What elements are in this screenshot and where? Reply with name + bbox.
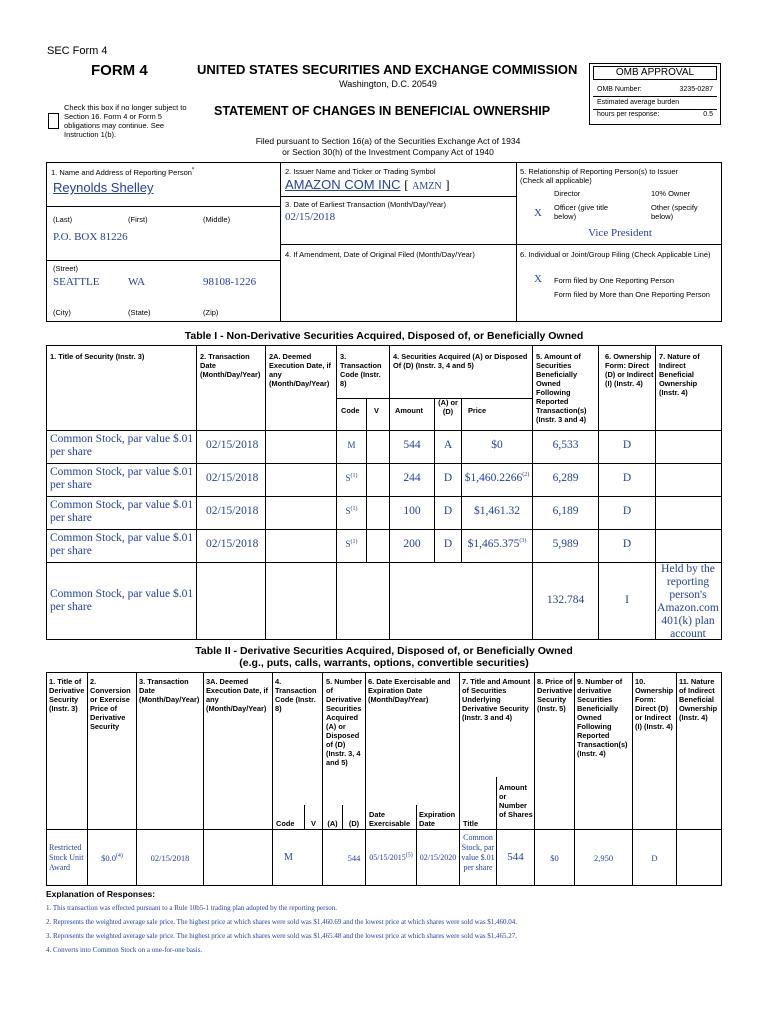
t1-h6: 6. Ownership Form: Direct (D) or Indirect (I) (Instr. 4) [605,352,654,388]
middle-label: (Middle) [203,215,231,224]
t1-price: Price [468,406,487,415]
t1-h1: 1. Title of Security (Instr. 3) [50,352,145,361]
note-1: 1. This transaction was effected pursuant to a Rule 10b5-1 trading plan adopted by the reporting person. [46,904,337,912]
t2-h3a: 3A. Deemed Execution Date, if any (Month/Day/Year) [206,677,269,713]
reporter-city: SEATTLE [53,276,100,288]
t2-title: Title [463,819,479,828]
t2-h1: 1. Title of Derivative Security (Instr. 3) [49,677,85,713]
t2-r-price: $0 [550,853,559,863]
t1-r2-amount: 244 [403,472,421,484]
street-label: (Street) [53,264,79,273]
t1-ad: (A) or (D) [438,398,458,416]
t1-r3-form: D [622,505,632,517]
t2-h10: 10. Ownership Form: Direct (D) or Indirect (I) (Instr. 4) [635,677,674,731]
t2-h9: 9. Number of derivative Securities Beneficially Owned Following Reported Transaction(s) (Instr. 4) [577,677,628,758]
t2-exercisable: Date Exercisable [369,810,411,828]
t1-r2-owned: 6,289 [552,472,579,484]
t2-amount-shares: Amount or Number of Shares [499,783,533,819]
t1-r1-amount: 544 [403,439,421,451]
officer-option: Officer (give title below) [554,203,609,221]
first-label: (First) [128,215,148,224]
commission-title: UNITED STATES SECURITIES AND EXCHANGE COMMISSION [197,62,578,77]
t2-h3: 3. Transaction Date (Month/Day/Year) [139,677,200,704]
last-label: (Last) [53,215,73,224]
t1-r1-owned: 6,533 [552,439,579,451]
sec-form-label: SEC Form 4 [47,45,108,57]
t2-r-conv: $0.0$^{(4)}$ [101,853,123,863]
t1-r5-owned: 132.784 [546,594,585,606]
t2-d: (D) [348,819,360,828]
location: Washington, D.C. 20549 [339,79,437,89]
earliest-date: 02/15/2018 [285,211,336,223]
issuer-label: 2. Issuer Name and Ticker or Trading Symbol [285,167,436,176]
t1-r5-nature: Held by the reporting person's Amazon.com 401(k) plan account [657,563,719,640]
other-option: Other (specify below) [651,203,698,221]
omb-title: OMB APPROVAL [615,67,695,78]
director-option: Director [554,189,581,198]
t1-r5-form: I [625,594,629,606]
t2-a: (A) [327,819,338,828]
t1-r3-ad: D [443,505,453,517]
reporter-zip: 98108-1226 [203,276,257,288]
t1-r1-price: $0 [491,439,503,451]
t1-r4-amount: 200 [403,538,421,550]
t1-code: Code [341,406,360,415]
t2-v: V [311,819,316,828]
t2-expiration: Expiration Date [419,810,456,828]
t1-r1-title: Common Stock, par value $.01 per share [50,433,194,458]
city-label: (City) [53,308,71,317]
t2-h8: 8. Price of Derivative Security (Instr. 5) [537,677,573,713]
filed-pursuant-2: or Section 30(h) of the Investment Company Act of 1940 [282,147,494,157]
t1-r2-code: $S^{(1)}$ [345,473,358,483]
table1-title: Table I - Non-Derivative Securities Acquired, Disposed of, or Beneficially Owned [184,330,584,342]
issuer-name-link[interactable]: AMAZON COM INC [285,177,401,192]
omb-hours: 0.5 [703,111,713,118]
explanation-title: Explanation of Responses: [46,889,156,899]
reporter-state: WA [128,276,146,288]
t2-r-owned: 2,950 [593,853,614,863]
t1-r3-date: 02/15/2018 [206,505,259,517]
t1-r4-owned: 5,989 [552,538,579,550]
filing-more-option: Form filed by More than One Reporting Person [554,290,710,299]
t1-r1-ad: A [443,439,453,451]
t2-code: Code [276,819,295,828]
note-2: 2. Represents the weighted average sale price. The highest price at which shares were sold was $1,460.69 and the lowest price at which shares were sold was $1,460.04. [46,918,518,926]
t1-r4-form: D [622,538,632,550]
filing-one-mark[interactable]: X [534,273,542,285]
reporter-label: 1. Name and Address of Reporting Person* [51,167,195,177]
t1-r1-form: D [622,439,632,451]
filing-one-option: Form filed by One Reporting Person [554,276,675,285]
date-label: 3. Date of Earliest Transaction (Month/Day/Year) [285,200,447,209]
amendment-label: 4. If Amendment, Date of Original Filed (Month/Day/Year) [285,250,475,259]
t2-h6: 6. Date Exercisable and Expiration Date (Month/Day/Year) [368,677,451,704]
t1-r2-price: $1,460.2266$^{(2)}$ [464,472,530,484]
t1-r4-price: $1,465.375$^{(3)}$ [467,538,527,550]
filed-pursuant-1: Filed pursuant to Section 16(a) of the Securities Exchange Act of 1934 [255,136,521,146]
relationship-label: 5. Relationship of Reporting Person(s) to Issuer (Check all applicable) [520,167,678,185]
issuer-ticker: AMZN [412,181,442,192]
officer-title: Vice President [588,227,652,239]
t1-r3-amount: 100 [403,505,421,517]
t2-r-u-amount: 544 [507,851,524,863]
statement-title: STATEMENT OF CHANGES IN BENEFICIAL OWNERSHIP [214,104,551,118]
note-4: 4. Converts into Common Stock on a one-for-one basis. [46,946,203,954]
t1-v: V [374,406,379,415]
t1-r4-date: 02/15/2018 [206,538,259,550]
t1-amount: Amount [395,406,423,415]
omb-number-label: OMB Number: [597,86,642,93]
t1-r2-date: 02/15/2018 [206,472,259,484]
filing-label: 6. Individual or Joint/Group Filing (Check Applicable Line) [520,250,711,259]
t1-r1-code: M [347,440,356,450]
t2-r-code: M [284,852,293,863]
t2-r-d: 544 [347,853,361,863]
t1-h4: 4. Securities Acquired (A) or Disposed Of (D) (Instr. 3, 4 and 5) [393,352,528,370]
officer-mark[interactable]: X [534,207,542,219]
t1-r4-code: $S^{(1)}$ [345,539,358,549]
t1-h7: 7. Nature of Indirect Beneficial Ownership (Instr. 4) [659,352,700,397]
t2-r-exercisable: 05/15/2015$^{(5)}$ [369,852,413,862]
state-label: (State) [128,308,151,317]
t1-r2-ad: D [443,472,453,484]
t2-r-title: Restricted Stock Unit Award [49,843,84,872]
t1-r3-title: Common Stock, par value $.01 per share [50,499,194,524]
omb-burden-label: Estimated average burden [597,99,680,106]
t2-r-date: 02/15/2018 [150,853,190,863]
reporter-name-link[interactable]: Reynolds Shelley [53,180,154,195]
reporter-address: P.O. BOX 81226 [53,231,128,243]
t1-r2-form: D [622,472,632,484]
t1-r5-title: Common Stock, par value $.01 per share [50,588,194,613]
t2-h2: 2. Conversion or Exercise Price of Derivative Security [90,677,131,731]
t2-r-expiration: 02/15/2020 [419,853,457,862]
t1-r2-title: Common Stock, par value $.01 per share [50,466,194,491]
t1-r4-title: Common Stock, par value $.01 per share [50,532,194,557]
t1-r3-code: $S^{(1)}$ [345,506,358,516]
t2-r-u-title: Common Stock, par value $.01 per share [461,833,495,872]
t1-r4-ad: D [443,538,453,550]
t1-h3: 3. Transaction Code (Instr. 8) [340,352,382,388]
t1-h2a: 2A. Deemed Execution Date, if any (Month/Day/Year) [269,352,332,388]
table2-title: Table II - Derivative Securities Acquired, Disposed of, or Beneficially Owned (e.g., puts, calls, warrants, options, convertible securities) [195,645,573,669]
zip-label: (Zip) [203,308,219,317]
form-title: FORM 4 [91,62,148,79]
t2-h11: 11. Nature of Indirect Beneficial Ownership (Instr. 4) [679,677,718,722]
t2-h7: 7. Title and Amount of Securities Underlying Derivative Security (Instr. 3 and 4) [462,677,531,722]
no-longer-subject-checkbox[interactable] [48,113,59,129]
t2-h4: 4. Transaction Code (Instr. 8) [275,677,317,713]
t1-h5: 5. Amount of Securities Beneficially Owned Following Reported Transaction(s) (Instr. 3 and 4) [536,352,587,424]
t1-r3-price: $1,461.32 [474,505,520,517]
issuer-name-row: AMAZON COM INC [ AMZN ] [285,177,450,192]
t1-r3-owned: 6,189 [552,505,579,517]
t1-h2: 2. Transaction Date (Month/Day/Year) [200,352,261,379]
t2-h5: 5. Number of Derivative Securities Acquired (A) or Disposed of (D) (Instr. 3, 4 and 5) [326,677,363,767]
note-3: 3. Represents the weighted average sale price. The highest price at which shares were sold was $1,465.48 and the lowest price at which shares were sold was $1,465.27. [46,932,518,940]
omb-hours-label: hours per response: [597,111,660,118]
omb-number: 3235-0287 [679,86,713,93]
t2-r-form: D [651,853,658,863]
ten-percent-option: 10% Owner [651,189,691,198]
t1-r1-date: 02/15/2018 [206,439,259,451]
checkbox-text: Check this box if no longer subject to Section 16. Form 4 or Form 5 obligations may continue. See Instruction 1(b). [64,103,187,139]
